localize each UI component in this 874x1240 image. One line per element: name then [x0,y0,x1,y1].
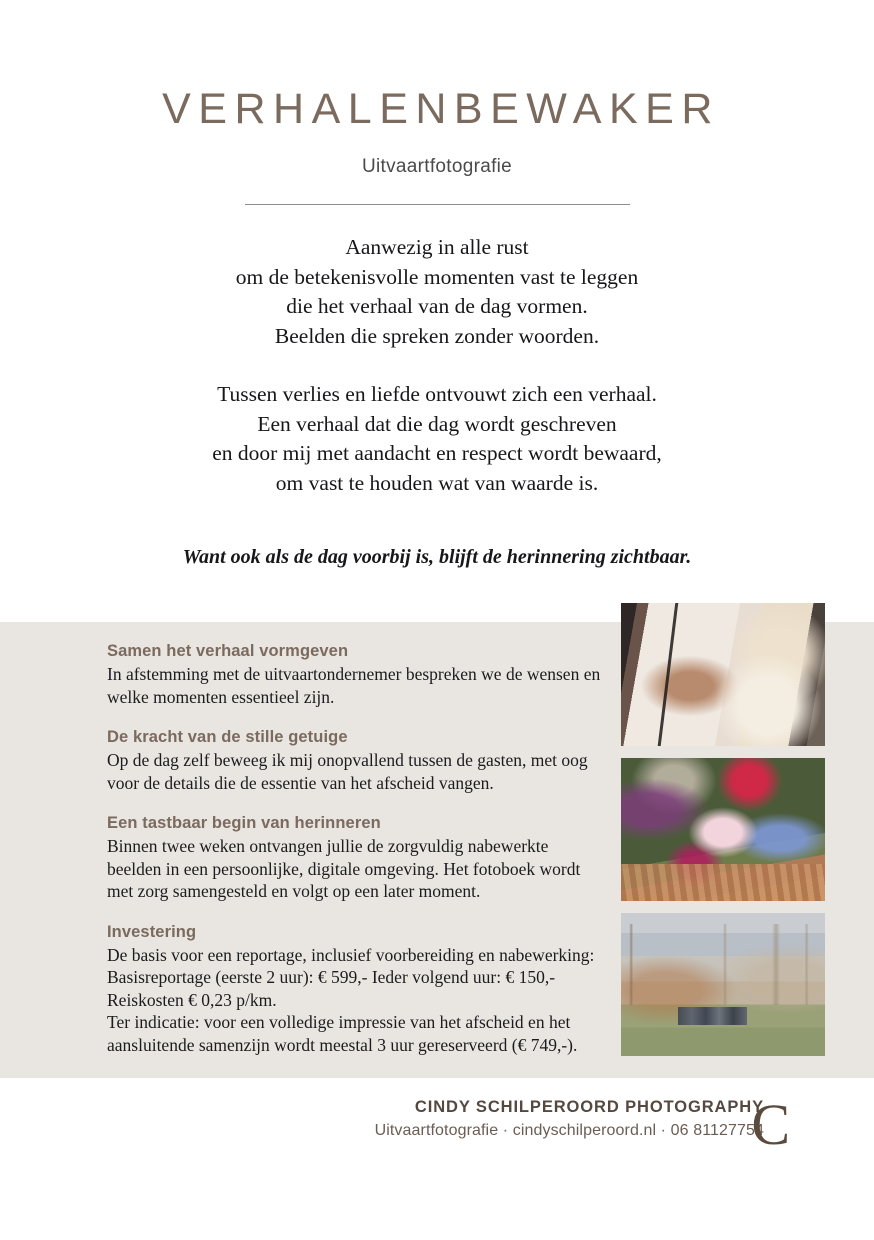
poem-line: Tussen verlies en liefde ontvouwt zich een verhaal. [217,382,657,407]
photo-column [621,603,825,1068]
poem-line: en door mij met aandacht en respect wordt bewaard, [212,441,662,466]
page-subtitle: Uitvaartfotografie [361,156,513,178]
poem-section [0,233,874,571]
poem-line: Beelden die spreken zonder woorden. [274,323,600,348]
service-body: Op de dag zelf beweeg ik mij onopvallend tussen de gasten, met oog voor de details die de essentie van het afscheid vangen. [107,750,588,793]
page-title: VERHALENBEWAKER [162,85,720,133]
poem-stanza-2 [0,380,874,498]
service-item [107,814,605,903]
photo-embrace [621,603,825,746]
poem-line: om de betekenisvolle momenten vast te leggen [235,264,639,289]
header-divider [245,204,630,205]
service-body: Binnen twee weken ontvangen jullie de zorgvuldig nabewerkte beelden in een persoonlijke, digitale omgeving. Het fotoboek wordt met zorg samengesteld en volgt op een later moment. [107,836,581,901]
service-item [107,642,605,708]
investment-title: Investering [107,922,197,941]
service-body: In afstemming met de uitvaartondernemer bespreken we de wensen en welke momenten essentieel zijn. [107,664,601,707]
investment-line-1: De basis voor een reportage, inclusief voorbereiding en nabewerking: [107,944,595,965]
poster-footer [0,1078,874,1240]
poem-stanza-1 [0,233,874,351]
poem-line: Een verhaal dat die dag wordt geschreven [257,411,617,436]
footer-text-block [375,1098,764,1140]
poem-line: Aanwezig in alle rust [345,235,529,260]
investment-note: Ter indicatie: voor een volledige impressie van het afscheid en het aansluitende samenzijn wordt meestal 3 uur gereserveerd (€ 749,-). [107,1012,578,1055]
service-item [107,728,605,794]
services-list [107,642,605,1056]
investment-item [107,923,605,1057]
photo-flowers [621,758,825,901]
investment-line-3: Reiskosten € 0,23 p/km. [107,989,277,1010]
poem-line: die het verhaal van de dag vormen. [286,294,588,319]
service-title: De kracht van de stille getuige [107,728,348,746]
poster-header [0,0,874,205]
services-band [0,622,874,1078]
poem-line: om vast te houden wat van waarde is. [275,470,599,495]
poem-closing-line: Want ook als de dag voorbij is, blijft de herinnering zichtbaar. [182,546,692,569]
service-title: Een tastbaar begin van herinneren [107,814,381,832]
service-title: Samen het verhaal vormgeven [107,642,349,660]
logo-monogram-icon: C [751,1092,790,1157]
investment-line-2: Basisreportage (eerste 2 uur): € 599,- Ieder volgend uur: € 150,- [107,967,556,987]
footer-brand-name: CINDY SCHILPEROORD PHOTOGRAPHY [414,1098,764,1116]
photo-landscape [621,913,825,1056]
footer-contact-line: Uitvaartfotografie · cindyschilperoord.nl · 06 81127754 [374,1122,764,1139]
